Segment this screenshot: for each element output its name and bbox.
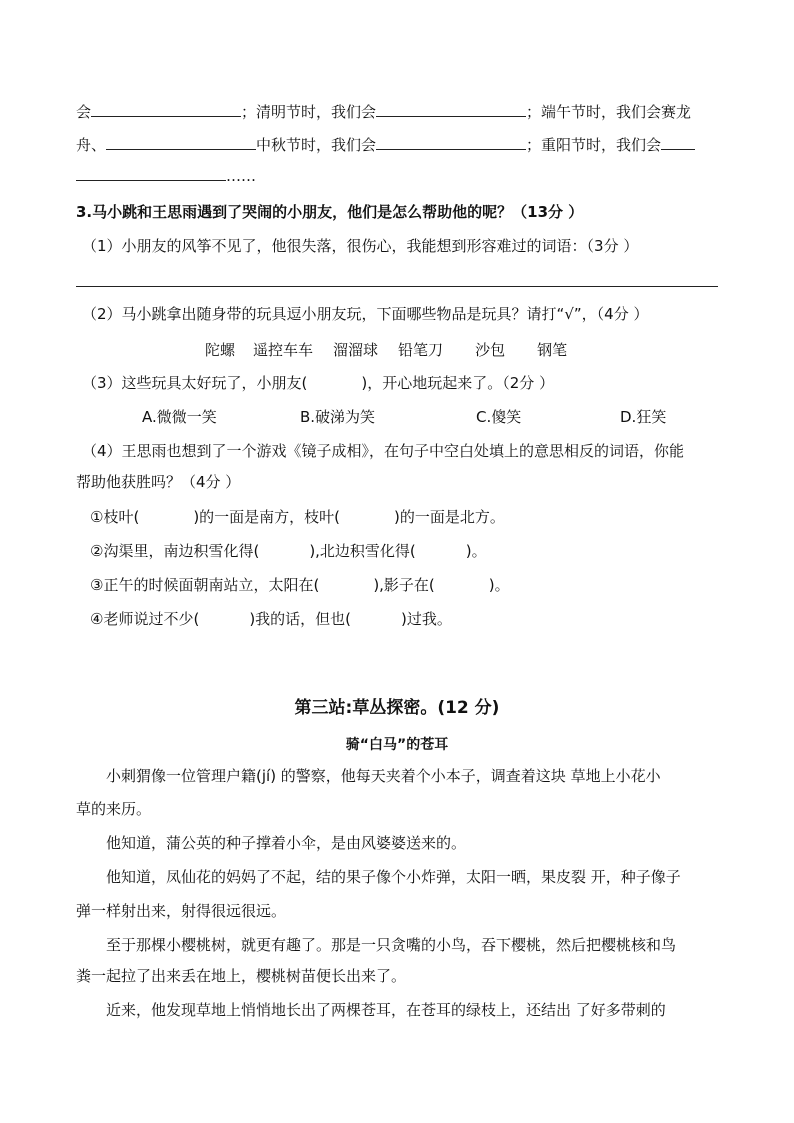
- part-3-after: )，开心地玩起来了。（2分 ）: [361, 374, 555, 392]
- festival-line-1-mid: ；清明节时，我们会: [241, 103, 377, 121]
- answer-blank[interactable]: [661, 135, 695, 150]
- sentence-1-b: )的一面是南方，枝叶(: [193, 508, 341, 526]
- festival-line-1-suffix: ；端午节时，我们会赛龙: [526, 103, 692, 121]
- option-d[interactable]: D.狂笑: [620, 408, 667, 426]
- sentence-1-c: )的一面是北方。: [394, 508, 505, 526]
- sentence-1-a: ①枝叶(: [90, 508, 140, 526]
- question-3-part-4-cont: 帮助他获胜吗？（4分 ）: [76, 473, 241, 491]
- sentence-2-a: ②沟渠里，南边积雪化得(: [90, 542, 260, 560]
- paragraph-1: 小刺猬像一位管理户籍(jí) 的警察，他每天夹着个小本子，调查着这块 草地上小花小: [106, 767, 661, 785]
- sentence-3: [90, 575, 510, 595]
- sentence-1: [90, 507, 505, 527]
- festival-line-3: [76, 166, 256, 186]
- sentence-4-a: ④老师说过不少(: [90, 610, 200, 628]
- answer-blank[interactable]: [376, 102, 526, 117]
- answer-blank[interactable]: [76, 166, 226, 181]
- paragraph-3: 他知道，凤仙花的妈妈了不起，结的果子像个小炸弹，太阳一晒，果皮裂 开，种子像子: [106, 868, 681, 886]
- question-3-title: 3.马小跳和王思雨遇到了哭闹的小朋友，他们是怎么帮助他的呢？（13分 ）: [76, 203, 584, 221]
- answer-blank[interactable]: [106, 135, 256, 150]
- paragraph-2: 他知道，蒲公英的种子撑着小伞，是由风婆婆送来的。: [106, 834, 467, 852]
- toy-item[interactable]: 钢笔: [537, 341, 568, 359]
- answer-line[interactable]: [76, 286, 718, 287]
- question-3-part-1: （1）小朋友的风筝不见了，他很失落，很伤心，我能想到形容难过的词语：（3分 ）: [82, 237, 639, 255]
- option-a[interactable]: A.微微一笑: [142, 408, 217, 426]
- toy-item[interactable]: 遥控车车: [253, 341, 314, 359]
- question-3-part-3: [82, 373, 554, 393]
- festival-line-1-prefix: 会: [76, 103, 92, 121]
- festival-line-2-mid: 中秋节时，我们会: [256, 136, 377, 154]
- festival-line-1: [76, 102, 691, 122]
- paragraph-4: 至于那棵小樱桃树，就更有趣了。那是一只贪嘴的小鸟，吞下樱桃，然后把樱桃核和鸟: [106, 936, 677, 954]
- option-c[interactable]: C.傻笑: [476, 408, 522, 426]
- paragraph-1-cont: 草的来历。: [76, 800, 152, 818]
- sentence-2-b: ),北边积雪化得(: [309, 542, 416, 560]
- question-3-part-2: （2）马小跳拿出随身带的玩具逗小朋友玩，下面哪些物品是玩具？请打“√”，（4分 ）: [82, 305, 649, 323]
- festival-line-2-suffix: ；重阳节时，我们会: [526, 136, 662, 154]
- story-title: 骑“白马”的苍耳: [345, 737, 449, 753]
- ellipsis: ……: [226, 167, 256, 185]
- part-3-before: （3）这些玩具太好玩了，小朋友(: [82, 374, 308, 392]
- sentence-2: [90, 541, 487, 561]
- toy-list: [205, 340, 567, 360]
- section-heading: 第三站:草丛探密。(12 分): [294, 698, 500, 718]
- answer-blank[interactable]: [91, 102, 241, 117]
- festival-line-2-prefix: 舟、: [76, 136, 107, 154]
- answer-blank[interactable]: [376, 135, 526, 150]
- toy-item[interactable]: 溜溜球: [333, 341, 379, 359]
- sentence-2-c: )。: [465, 542, 487, 560]
- sentence-4: [90, 609, 452, 629]
- paragraph-5: 近来，他发现草地上悄悄地长出了两棵苍耳，在苍耳的绿枝上，还结出 了好多带刺的: [106, 1001, 666, 1019]
- paragraph-4-cont: 粪一起拉了出来丢在地上，樱桃树苗便长出来了。: [76, 967, 407, 985]
- question-3-part-4: （4）王思雨也想到了一个游戏《镜子成相》，在句子中空白处填上的意思相反的词语，你能: [82, 442, 685, 460]
- toy-item[interactable]: 沙包: [475, 341, 506, 359]
- sentence-3-a: ③正午的时候面朝南站立，太阳在(: [90, 576, 320, 594]
- toy-item[interactable]: 铅笔刀: [398, 341, 444, 359]
- sentence-4-b: )我的话，但也(: [249, 610, 352, 628]
- sentence-3-c: )。: [488, 576, 510, 594]
- option-b[interactable]: B.破涕为笑: [300, 408, 376, 426]
- paragraph-3-cont: 弹一样射出来，射得很远很远。: [76, 902, 287, 920]
- toy-item[interactable]: 陀螺: [205, 341, 236, 359]
- sentence-4-c: )过我。: [401, 610, 452, 628]
- festival-line-2: [76, 135, 695, 155]
- sentence-3-b: ),影子在(: [373, 576, 435, 594]
